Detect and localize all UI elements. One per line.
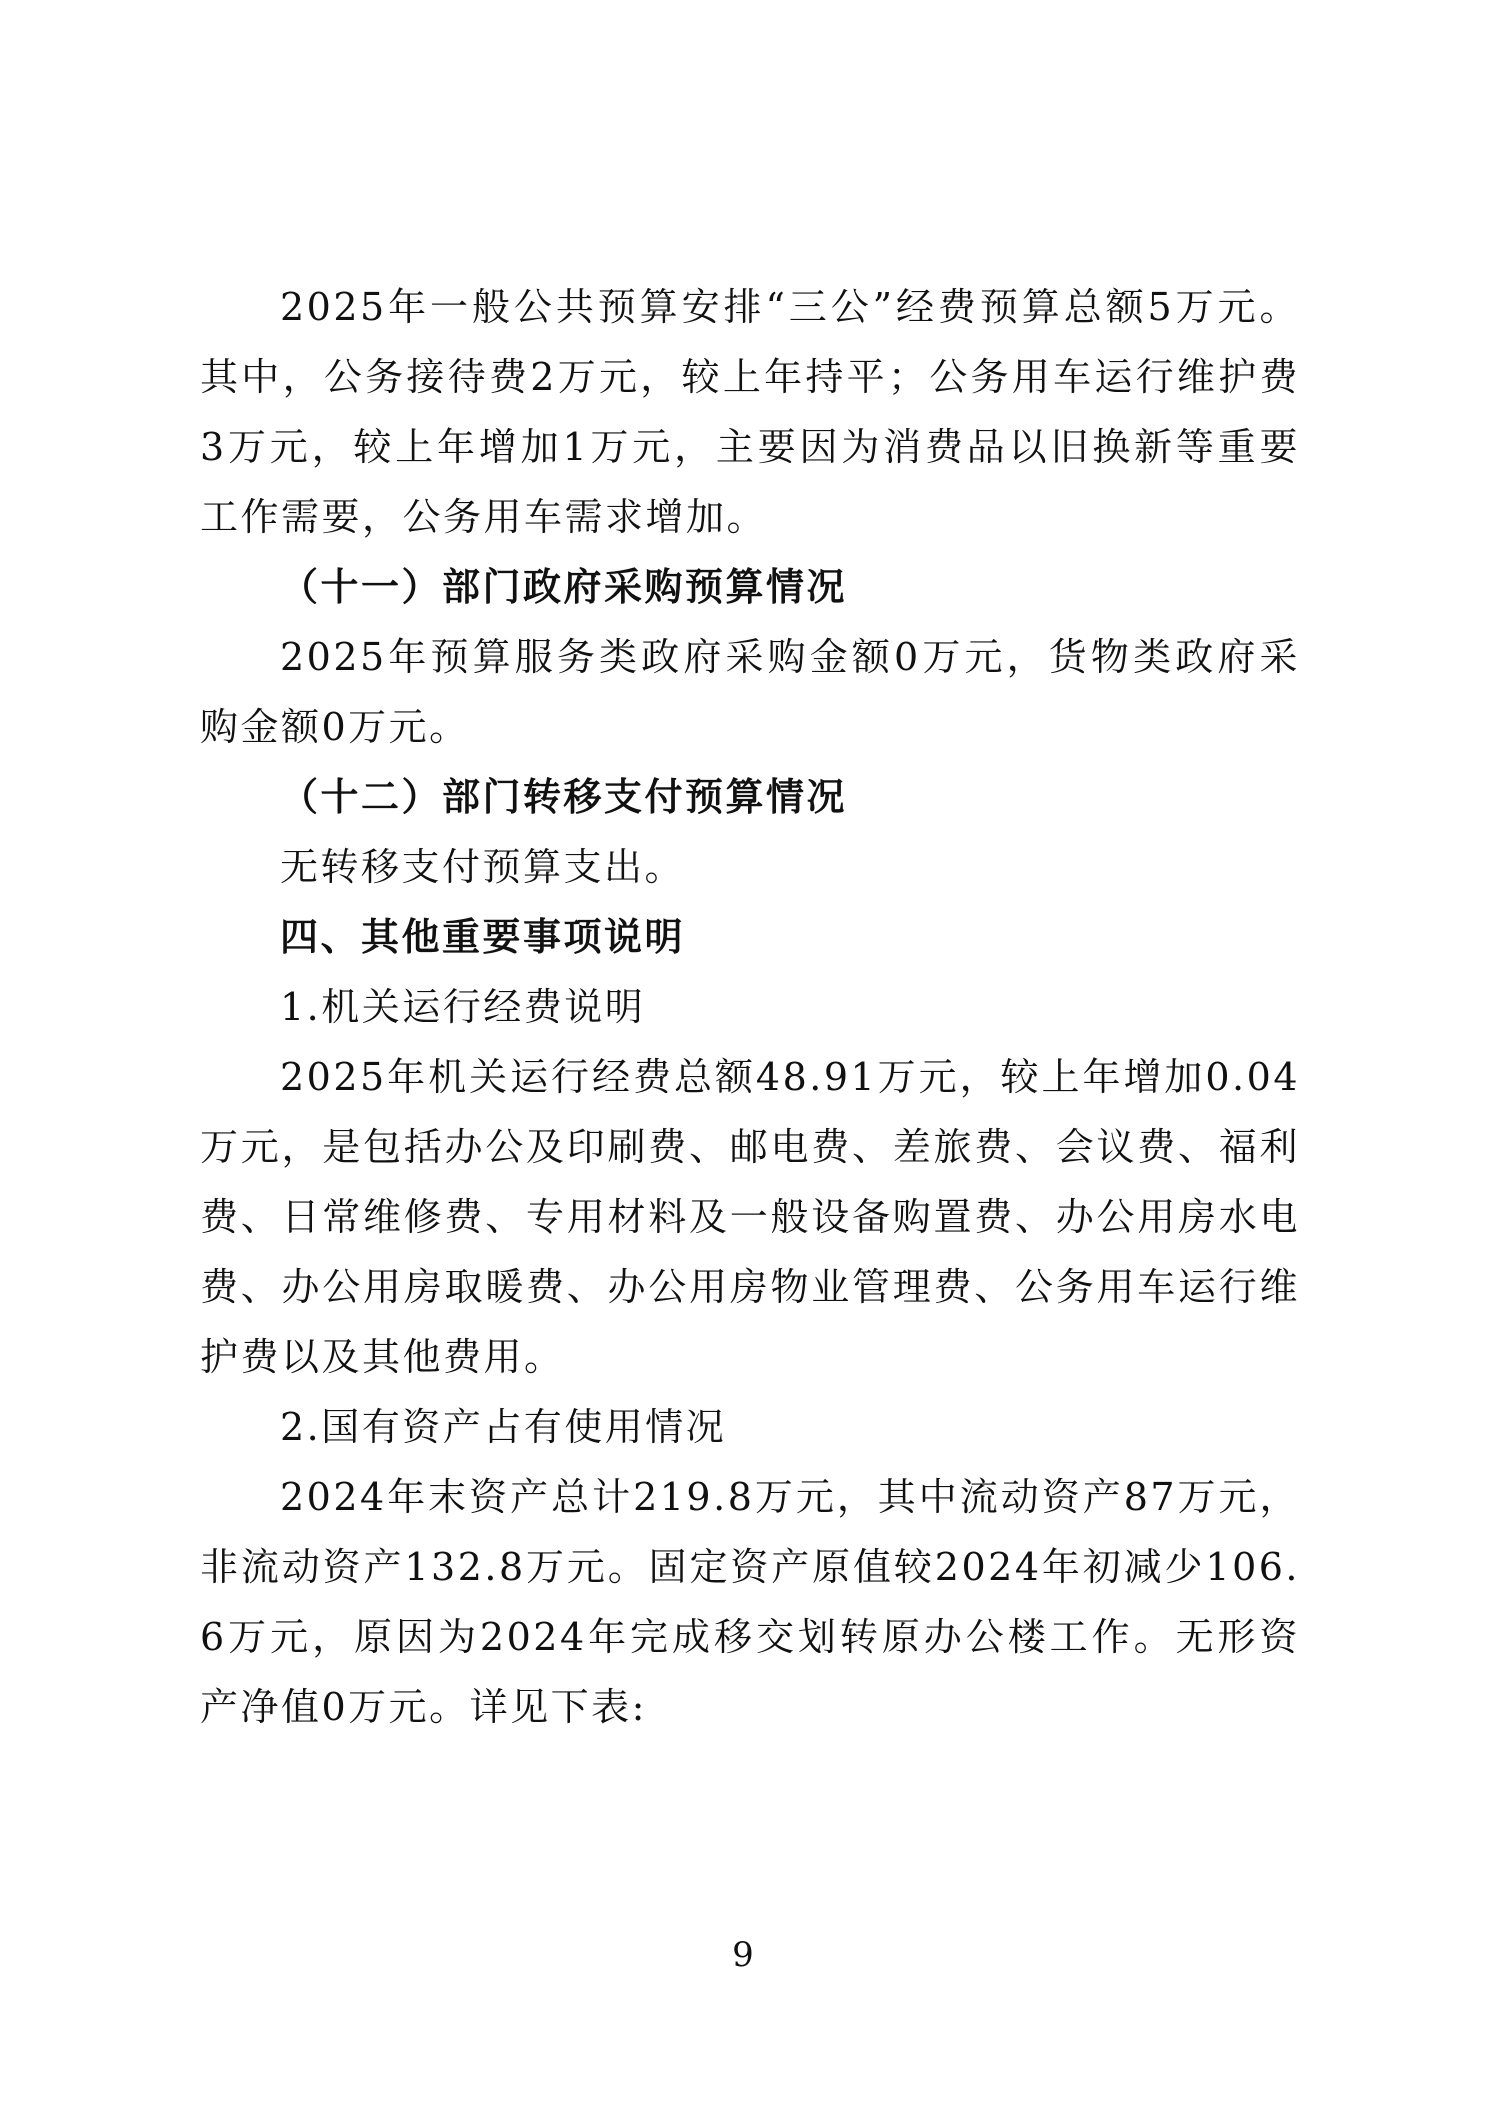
paragraph-procurement: 2025年预算服务类政府采购金额0万元，货物类政府采购金额0万元。 — [200, 635, 1300, 749]
paragraph-transfer-payment: 无转移支付预算支出。 — [280, 845, 686, 889]
section-heading-transfer-payment: （十二）部门转移支付预算情况 — [280, 774, 848, 819]
page-number: 9 — [732, 1935, 754, 1975]
section-heading-other-matters: 四、其他重要事项说明 — [280, 914, 686, 959]
subheading-operating-expenses: 1.机关运行经费说明 — [280, 985, 646, 1029]
section-heading-procurement: （十一）部门政府采购预算情况 — [280, 564, 848, 609]
paragraph-state-assets: 2024年末资产总计219.8万元，其中流动资产87万元，非流动资产132.8万元。固定资产原值较2024年初减少106.6万元，原因为2024年完成移交划转原办公楼工作。无形资产净值0万元。详见下表: — [200, 1475, 1300, 1729]
paragraph-operating-expenses: 2025年机关运行经费总额48.91万元，较上年增加0.04万元，是包括办公及印刷费、邮电费、差旅费、会议费、福利费、日常维修费、专用材料及一般设备购置费、办公用房水电费、办公用房取暖费、办公用房物业管理费、公务用车运行维护费以及其他费用。 — [200, 1055, 1300, 1379]
subheading-state-assets: 2.国有资产占有使用情况 — [280, 1405, 727, 1449]
document-body — [200, 272, 1300, 1742]
paragraph-three-public-expenses: 2025年一般公共预算安排“三公”经费预算总额5万元。其中，公务接待费2万元，较上年持平；公务用车运行维护费3万元，较上年增加1万元，主要因为消费品以旧换新等重要工作需要，公务用车需求增加。 — [200, 285, 1300, 539]
